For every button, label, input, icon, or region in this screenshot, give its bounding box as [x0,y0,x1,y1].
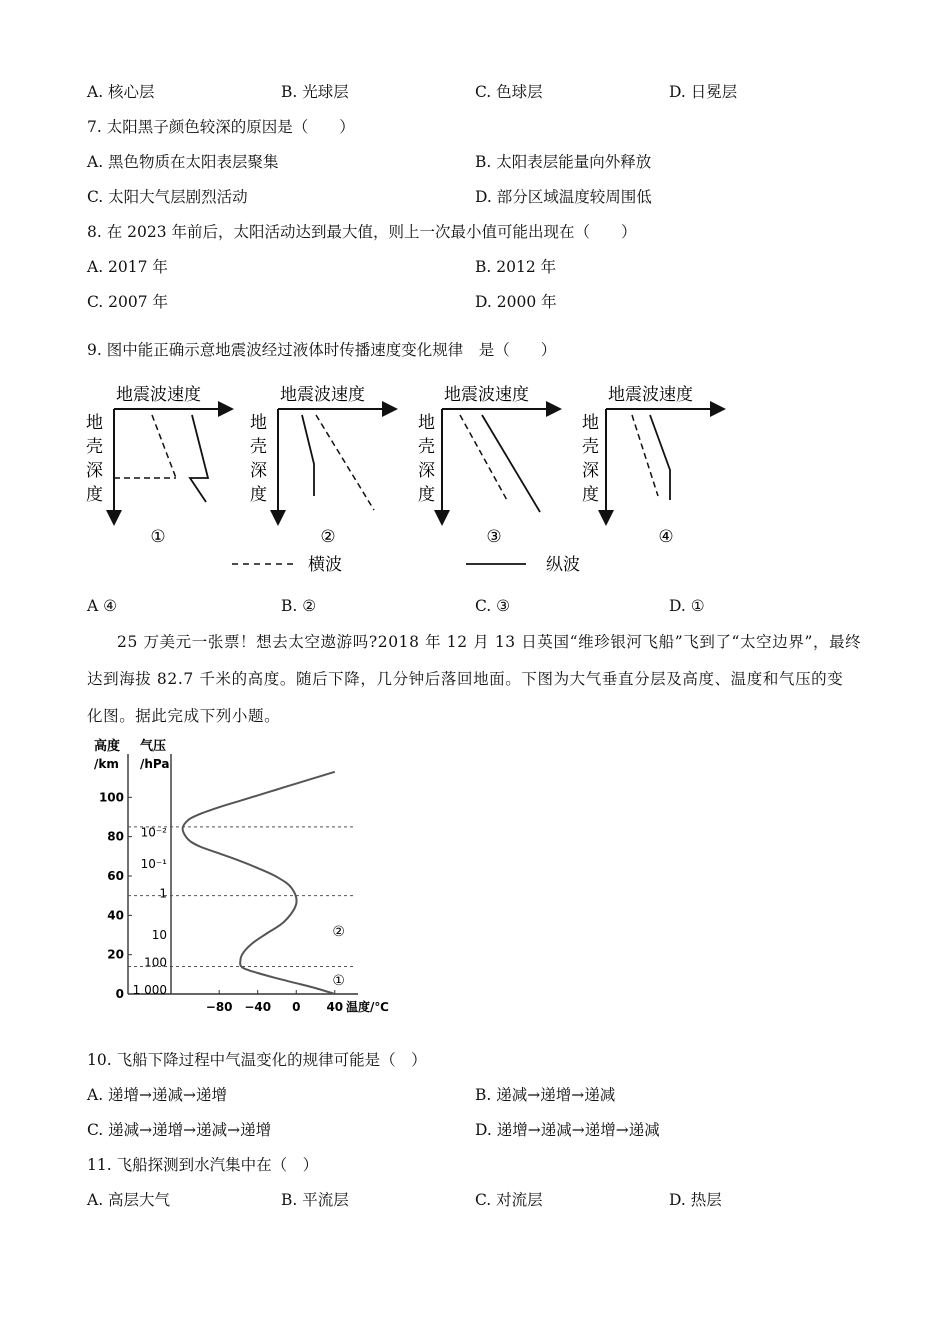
panel-4-y-char: 地 [582,413,599,433]
pressure-label: 10⁻¹ [140,857,167,872]
q10-option-b[interactable]: B. 递减→递增→递减 [475,1086,616,1104]
panel-1-y-char: 壳 [86,437,103,457]
height-tick-label: 0 [115,987,124,1001]
pressure-label: 100 [144,955,167,970]
height-tick-label: 40 [107,908,124,923]
passage-line-3: 化图。据此完成下列小题。 [87,707,281,725]
temperature-curve [183,772,335,994]
temperature-tick-label: 0 [292,1000,301,1014]
q8-option-c[interactable]: C. 2007 年 [87,293,169,311]
seismic-panel-1 [86,385,230,547]
q11-option-a[interactable]: A. 高层大气 [87,1191,171,1209]
panel-3-x-label: 地震波速度 [444,385,529,405]
height-tick-label: 60 [107,869,124,883]
panel-1-x-label: 地震波速度 [116,385,201,405]
q7-option-a[interactable]: A. 黑色物质在太阳表层聚集 [87,153,279,171]
layer-label: ① [332,973,345,990]
panel-2-y-char: 深 [250,461,267,481]
temperature-tick-label: 40 [326,1000,344,1014]
panel-1-longitudinal-wave [190,415,208,502]
passage-line-1: 25 万美元一张票！想去太空遨游吗?2018 年 12 月 13 日英国“维珍银河飞船”飞到了“太空边界”，最终 [117,633,862,651]
q9-option-a[interactable]: A ④ [87,597,118,615]
q6-option-b[interactable]: B. 光球层 [281,83,349,101]
q8-option-b[interactable]: B. 2012 年 [475,258,557,276]
panel-3-y-char: 深 [418,461,435,481]
q7-option-c[interactable]: C. 太阳大气层剧烈活动 [87,188,248,206]
panel-1-y-label [86,413,103,505]
pressure-label: 10⁻² [140,825,167,840]
q8-stem: 8. 在 2023 年前后，太阳活动达到最大值，则上一次最小值可能出现在（ ） [87,223,637,241]
panel-3-number: ③ [486,527,502,547]
pressure-axis-title: 气压 [140,739,167,754]
q6-option-c[interactable]: C. 色球层 [475,83,543,101]
q7-option-b[interactable]: B. 太阳表层能量向外释放 [475,153,652,171]
pressure-label: 1 000 [132,983,167,998]
q7-stem: 7. 太阳黑子颜色较深的原因是（ ） [87,118,355,136]
panel-1-y-char: 地 [86,413,103,433]
panel-2-y-label [250,413,267,505]
panel-1-y-char: 深 [86,461,103,481]
pressure-label: 1 [159,886,167,901]
q10-option-c[interactable]: C. 递减→递增→递减→递增 [87,1121,272,1139]
seismic-panel-3 [418,385,558,547]
height-axis-title: 高度 [94,739,121,754]
q6-option-a[interactable]: A. 核心层 [87,83,155,101]
height-tick-label: 100 [98,790,124,805]
seismic-wave-figure [80,378,740,578]
panel-4-number: ④ [658,527,674,547]
q6-option-d[interactable]: D. 日冕层 [669,83,738,101]
seismic-legend [232,555,580,575]
temperature-axis-title: 温度/℃ [346,1000,389,1014]
q9-option-c[interactable]: C. ③ [475,597,511,615]
q10-stem: 10. 飞船下降过程中气温变化的规律可能是（ ） [87,1051,427,1069]
passage-line-2: 达到海拔 82.7 千米的高度。随后下降，几分钟后落回地面。下图为大气垂直分层及高度、温度和气压的变 [87,670,844,688]
q10-option-a[interactable]: A. 递增→递减→递增 [87,1086,228,1104]
q11-option-b[interactable]: B. 平流层 [281,1191,349,1209]
panel-1-y-char: 度 [86,485,103,505]
q11-option-c[interactable]: C. 对流层 [475,1191,543,1209]
panel-4-x-label: 地震波速度 [608,385,693,405]
panel-4-y-char: 深 [582,461,599,481]
panel-1-number: ① [150,527,166,547]
panel-3-y-char: 壳 [418,437,435,457]
height-tick-label: 20 [107,947,124,962]
q10-option-d[interactable]: D. 递增→递减→递增→递减 [475,1121,660,1139]
legend-longitudinal-label: 纵波 [546,555,580,575]
seismic-panel-4 [582,385,722,547]
q9-stem: 9. 图中能正确示意地震波经过液体时传播速度变化规律 是（ ） [87,341,557,359]
q8-option-d[interactable]: D. 2000 年 [475,293,557,311]
q7-option-d[interactable]: D. 部分区域温度较周围低 [475,188,652,206]
panel-2-x-label: 地震波速度 [280,385,365,405]
q9-option-d[interactable]: D. ① [669,597,705,615]
panel-2-longitudinal-wave [302,415,314,496]
atmosphere-chart [88,732,418,1022]
q8-option-a[interactable]: A. 2017 年 [87,258,168,276]
panel-3-y-label [418,413,435,505]
panel-2-y-char: 壳 [250,437,267,457]
q11-stem: 11. 飞船探测到水汽集中在（ ） [87,1156,319,1174]
panel-4-longitudinal-wave [650,415,670,500]
panel-2-transverse-wave [316,415,374,510]
temperature-tick-label: −80 [205,1000,233,1014]
temperature-tick-label: −40 [244,1000,272,1014]
layer-label: ② [332,924,345,941]
panel-3-longitudinal-wave [482,415,540,512]
panel-2-y-char: 地 [250,413,267,433]
seismic-panel-2 [250,385,394,547]
panel-2-y-char: 度 [250,485,267,505]
panel-4-y-char: 度 [582,485,599,505]
q11-option-d[interactable]: D. 热层 [669,1191,722,1209]
panel-4-y-char: 壳 [582,437,599,457]
panel-2-number: ② [320,527,336,547]
panel-1-transverse-wave [152,415,176,478]
height-tick-label: 80 [107,829,124,844]
panel-3-transverse-wave [460,415,508,502]
panel-4-y-label [582,413,599,505]
panel-3-y-char: 地 [418,413,435,433]
panel-3-y-char: 度 [418,485,435,505]
legend-transverse-label: 横波 [308,555,342,575]
height-axis-unit: /km [94,757,119,771]
pressure-axis-unit: /hPa [140,757,170,771]
pressure-label: 10 [151,928,167,942]
q9-option-b[interactable]: B. ② [281,597,317,615]
